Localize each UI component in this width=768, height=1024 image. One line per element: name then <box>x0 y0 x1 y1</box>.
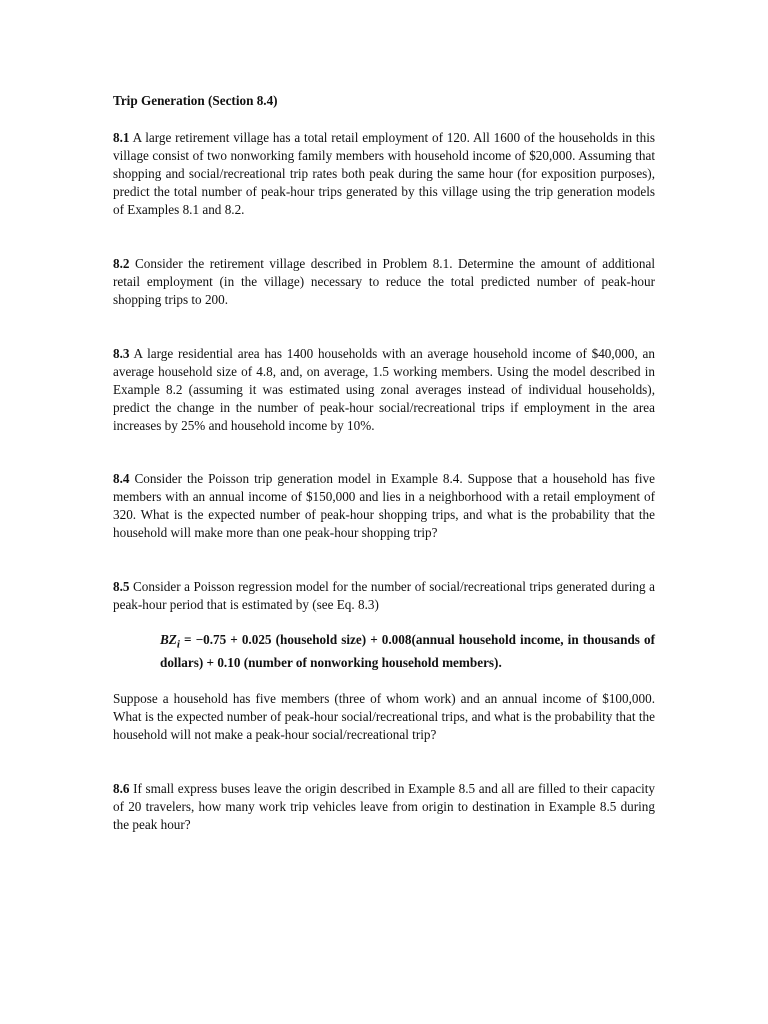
equation-subscript: i <box>176 638 180 651</box>
problem-8-5 <box>113 578 655 614</box>
problem-number: 8.4 <box>113 471 130 486</box>
problem-text: Consider the retirement village described in Problem 8.1. Determine the amount of additional retail employment (in the village) necessary to reduce the total predicted number of peak-hour shopping trips to 200. <box>113 256 655 307</box>
problem-text: A large retirement village has a total retail employment of 120. All 1600 of the households in this village consist of two nonworking family members with household income of $20,000. Assuming that shopping and social/recreational trip rates both peak during the same hour (for exposition purposes), predict the total number of peak-hour trips generated by this village using the trip generation models of Examples 8.1 and 8.2. <box>113 130 655 217</box>
problem-number: 8.5 <box>113 579 130 594</box>
section-heading: Trip Generation (Section 8.4) <box>113 93 278 108</box>
problem-number: 8.1 <box>113 130 130 145</box>
problem-text: Suppose a household has five members (three of whom work) and an annual income of $100,000. What is the expected number of peak-hour social/recreational trips, and what is the probability that the household will not make a peak-hour social/recreational trip? <box>113 690 655 742</box>
document-page <box>113 92 655 834</box>
regression-equation <box>160 631 655 672</box>
problem-8-4 <box>113 470 655 542</box>
problem-text: Consider the Poisson trip generation model in Example 8.4. Suppose that a household has five members with an annual income of $150,000 and lies in a neighborhood with a retail employment of 320. What is the expected number of peak-hour shopping trips, and what is the probability that the household will make more than one peak-hour shopping trip? <box>113 471 655 540</box>
equation-variable: BZ <box>160 632 177 647</box>
problem-8-5-followup <box>113 690 655 744</box>
problem-8-1 <box>113 129 655 219</box>
problem-number: 8.3 <box>113 346 130 361</box>
equation-body: = −0.75 + 0.025 (household size) + 0.008(annual household income, in thousands of dollars) + 0.10 (number of nonworking household members). <box>160 632 655 670</box>
problem-8-2 <box>113 255 655 309</box>
problem-8-3 <box>113 345 655 435</box>
problem-number: 8.2 <box>113 256 130 271</box>
problem-text: A large residential area has 1400 households with an average household income of $40,000, an average household size of 4.8, and, on average, 1.5 working members. Using the model described in Example 8.2 (assuming it was estimated using zonal averages instead of individual households), predict the change in the number of peak-hour social/recreational trips if employment in the area increases by 25% and household income by 10%. <box>113 346 655 433</box>
problem-text: If small express buses leave the origin described in Example 8.5 and all are filled to their capacity of 20 travelers, how many work trip vehicles leave from origin to destination in Example 8.5 during the peak hour? <box>113 780 656 832</box>
problem-8-6 <box>113 780 655 834</box>
problem-number: 8.6 <box>113 780 130 796</box>
problem-text: Consider a Poisson regression model for the number of social/recreational trips generated during a peak-hour period that is estimated by (see Eq. 8.3) <box>113 579 655 612</box>
